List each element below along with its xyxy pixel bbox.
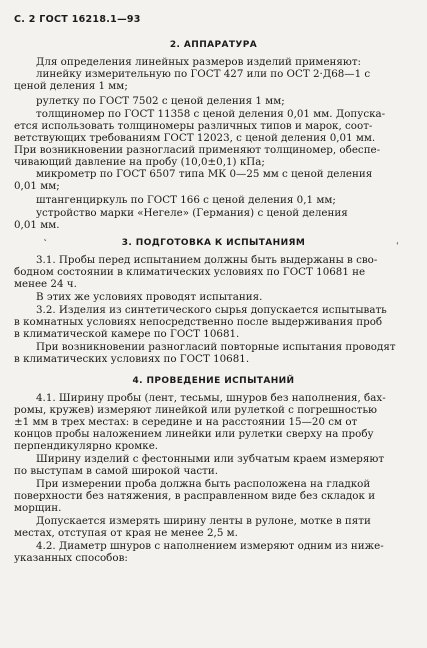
s2-line: микрометр по ГОСТ 6507 типа МК 0—25 мм с ценой деления (36, 168, 373, 180)
s4-line: Ширину изделий с фестонными или зубчатым краем измеряют (36, 453, 385, 465)
s2-line: При возникновении разногласий применяют толщиномер, обеспе- (14, 144, 381, 156)
s3-line: в комнатных условиях непосредственно после выдерживания проб (14, 316, 383, 328)
s4-line: При измерении проба должна быть расположена на гладкой (36, 478, 371, 490)
s2-line: ценой деления 1 мм; (14, 80, 128, 92)
s4-line: ±1 мм в трех местах: в середине и на расстоянии 15—20 см от (14, 416, 358, 428)
s4-line: местах, отступая от края не менее 2,5 м. (14, 527, 238, 539)
s4-line: 4.1. Ширину пробы (лент, тесьмы, шнуров без наполнения, бах- (36, 392, 386, 404)
s2-line: устройство марки «Негеле» (Германия) с ценой деления (36, 207, 348, 219)
s2-line: 0,01 мм. (14, 219, 60, 231)
s4-line: 4.2. Диаметр шнуров с наполнением измеряют одним из ниже- (36, 540, 384, 552)
scan-mark-left: ˛ (43, 232, 48, 242)
section-4-title: 4. ПРОВЕДЕНИЕ ИСПЫТАНИЙ (132, 376, 295, 386)
s2-line: ветствующих требованиям ГОСТ 12023, с ценой деления 0,01 мм. (14, 132, 376, 144)
s4-line: по выступам в самой широкой части. (14, 465, 218, 477)
s4-line: ромы, кружев) измеряют линейкой или рулеткой с погрешностью (14, 404, 378, 416)
s2-line: штангенциркуль по ГОСТ 166 с ценой деления 0,1 мм; (36, 194, 336, 206)
s3-line: При возникновении разногласий повторные испытания проводят (36, 341, 396, 353)
section-2-title: 2. АППАРАТУРА (169, 40, 258, 50)
s4-line: перпендикулярно кромке. (14, 440, 159, 452)
s3-line: в климатической камере по ГОСТ 10681. (14, 328, 240, 340)
s2-line: толщиномер по ГОСТ 11358 с ценой деления 0,01 мм. Допуска- (36, 108, 386, 120)
s3-line: 3.2. Изделия из синтетического сырья допускается испытывать (36, 304, 387, 316)
s2-line: линейку измерительную по ГОСТ 427 или по ОСТ 2·Д68—1 с (36, 68, 371, 80)
s4-line: Допускается измерять ширину ленты в рулоне, мотке в пяти (36, 515, 371, 527)
s2-line: чивающий давление на пробу (10,0±0,1) кПа; (14, 156, 265, 168)
s2-line: рулетку по ГОСТ 7502 с ценой деления 1 мм; (36, 95, 285, 107)
s4-line: указанных способов: (14, 552, 128, 564)
s3-line: в климатических условиях по ГОСТ 10681. (14, 353, 250, 365)
s3-line: В этих же условиях проводят испытания. (36, 291, 263, 303)
s2-line: 0,01 мм; (14, 180, 60, 192)
s3-line: 3.1. Пробы перед испытанием должны быть выдержаны в сво- (36, 254, 378, 266)
s4-line: поверхности без натяжения, в расправленном виде без складок и (14, 490, 376, 502)
s4-line: концов пробы наложением линейки или рулетки сверху на пробу (14, 428, 374, 440)
s3-line: бодном состоянии в климатических условиях по ГОСТ 10681 не (14, 266, 366, 278)
section-3-title: 3. ПОДГОТОВКА К ИСПЫТАНИЯМ (121, 238, 306, 248)
page-header: С. 2 ГОСТ 16218.1—93 (14, 14, 141, 25)
s2-line: ется использовать толщиномеры различных типов и марок, соот- (14, 120, 373, 132)
scan-mark-right: ˌ (396, 236, 399, 246)
s2-line: Для определения линейных размеров изделий применяют: (36, 56, 362, 68)
s4-line: морщин. (14, 502, 62, 514)
s3-line: менее 24 ч. (14, 278, 77, 290)
